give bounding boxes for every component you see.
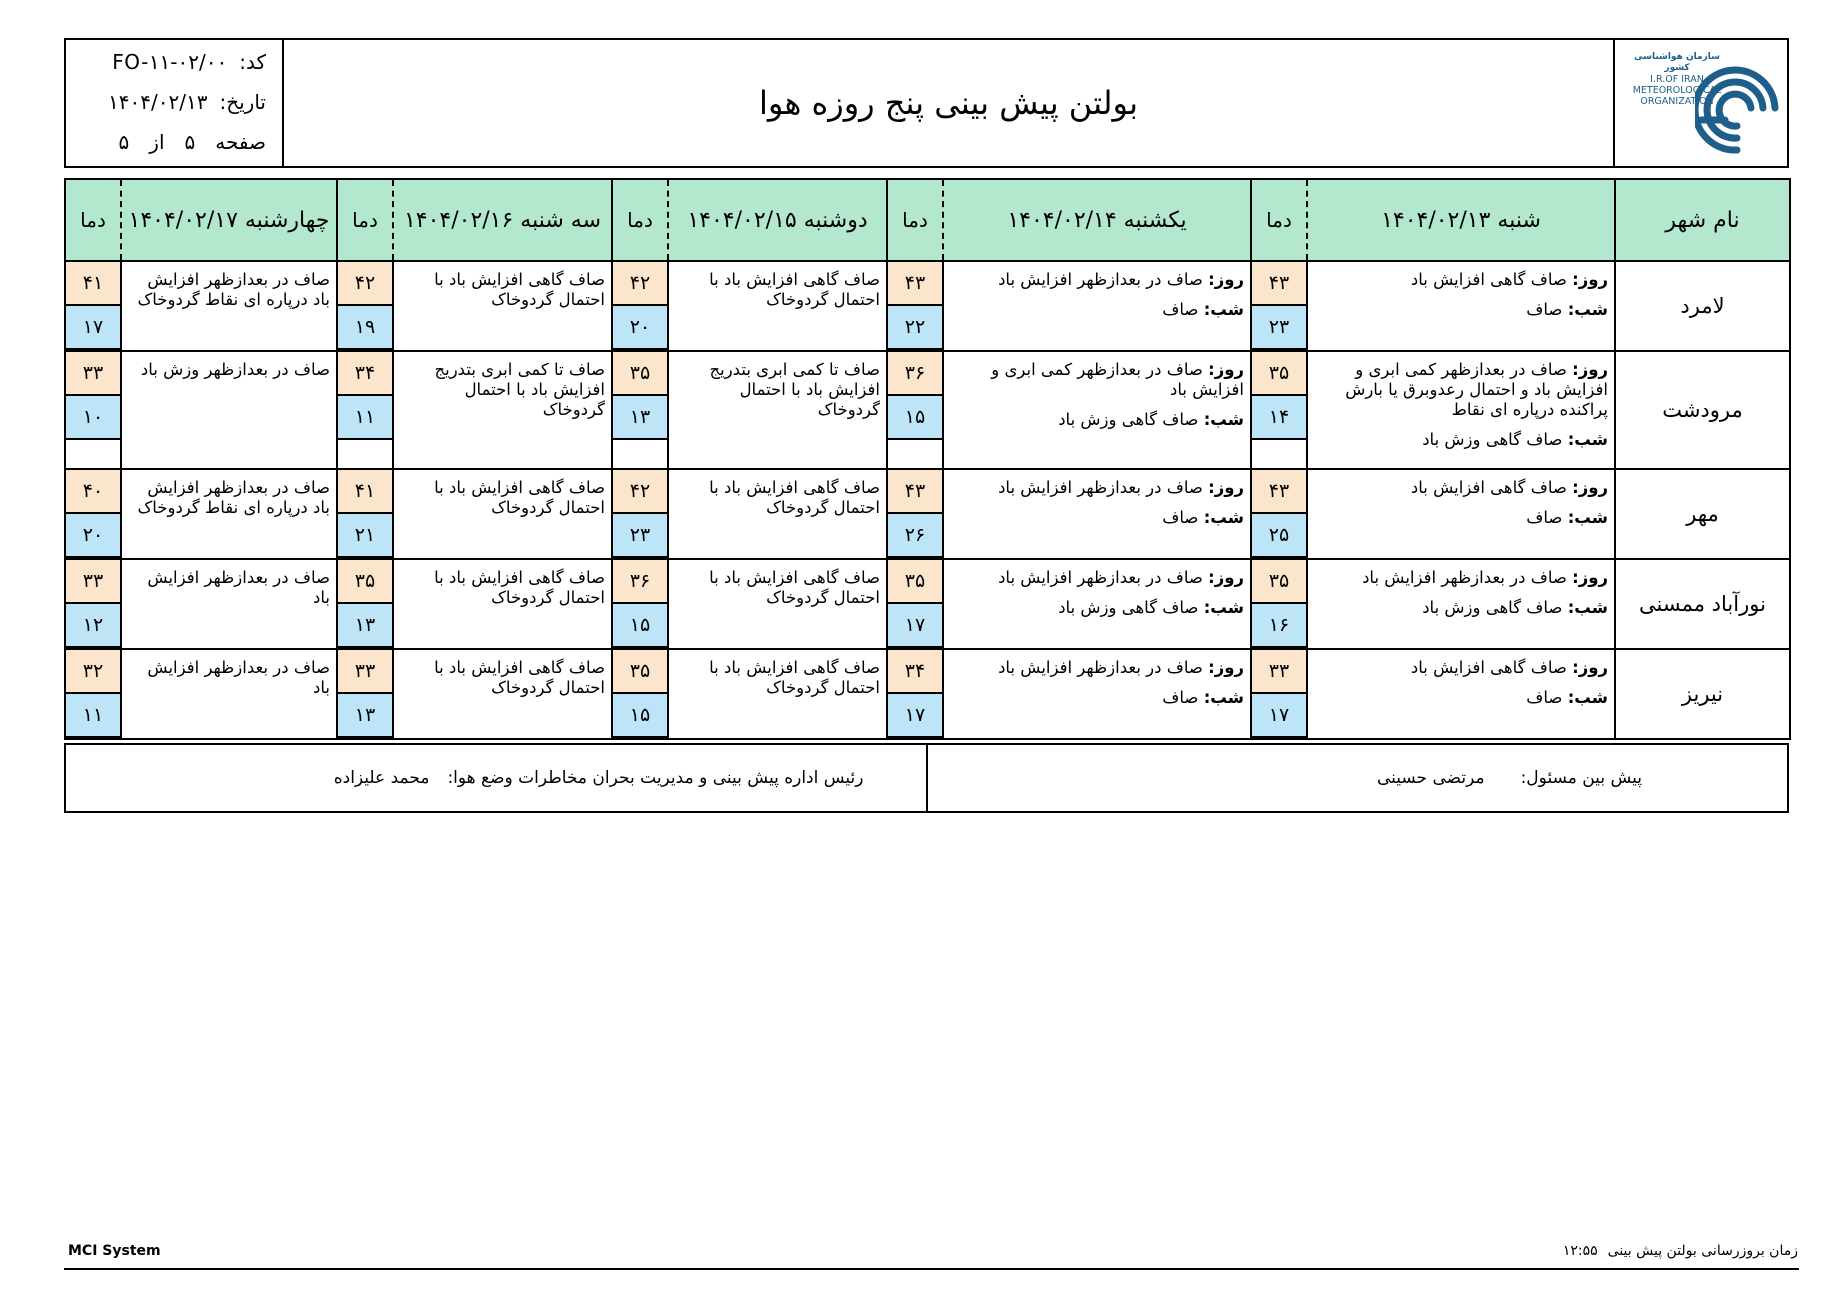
max-temp: ۳۵ bbox=[613, 650, 667, 694]
min-temp: ۲۲ bbox=[888, 306, 942, 350]
forecast-description: صاف گاهی افزایش باد با احتمال گردوخاک bbox=[668, 649, 887, 739]
temperature-cell bbox=[887, 469, 943, 559]
day-label: روز: bbox=[1208, 360, 1244, 379]
forecast-description: صاف گاهی افزایش باد با احتمال گردوخاک bbox=[393, 559, 612, 649]
min-temp: ۱۱ bbox=[338, 396, 392, 440]
day-text: صاف گاهی افزایش باد bbox=[1410, 658, 1567, 677]
day-label: روز: bbox=[1208, 658, 1244, 677]
max-temp: ۳۵ bbox=[888, 560, 942, 604]
min-temp: ۱۷ bbox=[66, 306, 120, 350]
day-header-3: دوشنبه ۱۴۰۴/۰۲/۱۵ bbox=[668, 179, 887, 261]
temp-header: دما bbox=[612, 179, 668, 261]
max-temp: ۴۲ bbox=[613, 262, 667, 306]
date-value: ۱۴۰۴/۰۲/۱۳ bbox=[108, 90, 208, 114]
max-temp: ۳۲ bbox=[66, 650, 120, 694]
city-name: نورآباد ممسنی bbox=[1615, 559, 1790, 649]
logo bbox=[1613, 40, 1787, 166]
logo-text-en2: METEOROLOGICAL bbox=[1632, 85, 1722, 96]
temperature-cell bbox=[1251, 351, 1307, 469]
day-text: صاف در بعدازظهر کمی ابری و افزایش باد bbox=[991, 360, 1244, 399]
day-text: صاف گاهی افزایش باد bbox=[1410, 478, 1567, 497]
day-forecast bbox=[948, 478, 1244, 498]
max-temp: ۳۵ bbox=[338, 560, 392, 604]
temperature-cell bbox=[887, 261, 943, 351]
forecast-description: صاف در بعدازظهر افزایش باد درپاره ای نقاط گردوخاک bbox=[121, 469, 337, 559]
min-temp: ۲۶ bbox=[888, 514, 942, 558]
min-temp: ۱۶ bbox=[1252, 604, 1306, 648]
forecast-description bbox=[1307, 261, 1615, 351]
logo-text-en1: I.R.OF IRAN bbox=[1650, 74, 1704, 85]
code-label: کد: bbox=[239, 50, 266, 74]
update-label: زمان بروزرسانی بولتن پیش بینی bbox=[1607, 1243, 1798, 1259]
temperature-cell bbox=[337, 469, 393, 559]
night-label: شب: bbox=[1567, 300, 1608, 319]
day-header-5: چهارشنبه ۱۴۰۴/۰۲/۱۷ bbox=[121, 179, 337, 261]
forecast-description: صاف در بعدازظهر وزش باد bbox=[121, 351, 337, 469]
forecast-description bbox=[943, 261, 1251, 351]
min-temp: ۱۲ bbox=[66, 604, 120, 648]
temperature-cell bbox=[612, 649, 668, 739]
day-forecast bbox=[1312, 270, 1608, 290]
day-text: صاف در بعدازظهر افزایش باد bbox=[998, 270, 1203, 289]
min-temp: ۲۰ bbox=[613, 306, 667, 350]
day-text: صاف در بعدازظهر کمی ابری و افزایش باد و احتمال رعدوبرق یا بارش پراکنده درپاره ای نقاط bbox=[1345, 360, 1608, 419]
min-temp: ۱۳ bbox=[613, 396, 667, 440]
max-temp: ۳۳ bbox=[66, 560, 120, 604]
night-label: شب: bbox=[1203, 598, 1244, 617]
day-forecast bbox=[948, 360, 1244, 400]
min-temp: ۱۴ bbox=[1252, 396, 1306, 440]
head-label: رئیس اداره پیش بینی و مدیریت بحران مخاطرات وضع هوا: bbox=[447, 768, 864, 788]
temperature-cell bbox=[887, 351, 943, 469]
temperature-cell bbox=[612, 559, 668, 649]
temperature-cell bbox=[65, 261, 121, 351]
forecast-description: صاف گاهی افزایش باد با احتمال گردوخاک bbox=[393, 649, 612, 739]
temperature-cell bbox=[887, 649, 943, 739]
forecaster-section bbox=[926, 745, 1788, 811]
forecast-description bbox=[1307, 649, 1615, 739]
night-label: شب: bbox=[1203, 410, 1244, 429]
max-temp: ۴۳ bbox=[1252, 470, 1306, 514]
min-temp: ۱۷ bbox=[888, 604, 942, 648]
page-label: صفحه bbox=[215, 130, 266, 154]
day-text: صاف در بعدازظهر افزایش باد bbox=[1362, 568, 1567, 587]
spiral-logo-icon bbox=[1695, 50, 1779, 160]
max-temp: ۳۳ bbox=[66, 352, 120, 396]
night-text: صاف bbox=[1526, 688, 1563, 707]
night-text: صاف bbox=[1526, 508, 1563, 527]
min-temp: ۱۷ bbox=[1252, 694, 1306, 738]
city-name: نیریز bbox=[1615, 649, 1790, 739]
max-temp: ۳۵ bbox=[1252, 352, 1306, 396]
logo-text-fa: سازمان هواشناسی کشور bbox=[1633, 52, 1720, 73]
day-label: روز: bbox=[1208, 568, 1244, 587]
night-label: شب: bbox=[1567, 430, 1608, 449]
forecast-description: صاف گاهی افزایش باد با احتمال گردوخاک bbox=[393, 261, 612, 351]
day-text: صاف در بعدازظهر افزایش باد bbox=[998, 658, 1203, 677]
max-temp: ۳۶ bbox=[613, 560, 667, 604]
min-temp: ۲۰ bbox=[66, 514, 120, 558]
day-label: روز: bbox=[1572, 568, 1608, 587]
day-text: صاف در بعدازظهر افزایش باد bbox=[998, 478, 1203, 497]
night-forecast bbox=[1312, 430, 1608, 450]
night-forecast bbox=[948, 508, 1244, 528]
page-title: بولتن پیش بینی پنج روزه هوا bbox=[759, 84, 1138, 122]
min-temp: ۲۵ bbox=[1252, 514, 1306, 558]
min-temp: ۱۵ bbox=[888, 396, 942, 440]
day-forecast bbox=[948, 568, 1244, 588]
page-row bbox=[119, 130, 266, 154]
min-temp: ۱۹ bbox=[338, 306, 392, 350]
temperature-cell bbox=[1251, 469, 1307, 559]
night-text: صاف bbox=[1162, 688, 1199, 707]
table-row bbox=[65, 261, 1790, 351]
signature-box bbox=[64, 743, 1789, 813]
update-time: ۱۲:۵۵ bbox=[1562, 1243, 1598, 1259]
min-temp: ۱۷ bbox=[888, 694, 942, 738]
page-of: از bbox=[149, 130, 165, 154]
night-label: شب: bbox=[1203, 508, 1244, 527]
day-label: روز: bbox=[1572, 360, 1608, 379]
table-row bbox=[65, 351, 1790, 469]
night-text: صاف گاهی وزش باد bbox=[1422, 598, 1563, 617]
night-label: شب: bbox=[1567, 688, 1608, 707]
night-text: صاف bbox=[1162, 300, 1199, 319]
max-temp: ۳۴ bbox=[888, 650, 942, 694]
temperature-cell bbox=[612, 351, 668, 469]
night-label: شب: bbox=[1203, 300, 1244, 319]
night-forecast bbox=[1312, 508, 1608, 528]
city-name: لامرد bbox=[1615, 261, 1790, 351]
day-label: روز: bbox=[1572, 478, 1608, 497]
min-temp: ۱۳ bbox=[338, 694, 392, 738]
day-forecast bbox=[948, 658, 1244, 678]
min-temp: ۱۵ bbox=[613, 604, 667, 648]
page-total: ۵ bbox=[118, 130, 130, 154]
forecast-description: صاف گاهی افزایش باد با احتمال گردوخاک bbox=[668, 469, 887, 559]
night-label: شب: bbox=[1567, 598, 1608, 617]
temperature-cell bbox=[1251, 559, 1307, 649]
system-name: MCI System bbox=[68, 1243, 161, 1259]
night-text: صاف گاهی وزش باد bbox=[1058, 410, 1199, 429]
max-temp: ۳۵ bbox=[1252, 560, 1306, 604]
forecaster-name: مرتضی حسینی bbox=[1376, 768, 1485, 788]
night-text: صاف گاهی وزش باد bbox=[1422, 430, 1563, 449]
bulletin-header bbox=[64, 38, 1789, 168]
min-temp: ۲۳ bbox=[613, 514, 667, 558]
night-forecast bbox=[948, 410, 1244, 430]
max-temp: ۴۲ bbox=[613, 470, 667, 514]
temperature-cell bbox=[65, 351, 121, 469]
max-temp: ۴۳ bbox=[888, 470, 942, 514]
temp-header: دما bbox=[337, 179, 393, 261]
update-time-row bbox=[1563, 1243, 1798, 1259]
forecast-description: صاف در بعدازظهر افزایش باد درپاره ای نقاط گردوخاک bbox=[121, 261, 337, 351]
day-label: روز: bbox=[1208, 270, 1244, 289]
day-label: روز: bbox=[1572, 270, 1608, 289]
temperature-cell bbox=[65, 559, 121, 649]
day-text: صاف گاهی افزایش باد bbox=[1410, 270, 1567, 289]
temperature-cell bbox=[612, 261, 668, 351]
night-forecast bbox=[948, 688, 1244, 708]
day-header-1: شنبه ۱۴۰۴/۰۲/۱۳ bbox=[1307, 179, 1615, 261]
forecast-description: صاف در بعدازظهر افزایش باد bbox=[121, 649, 337, 739]
date-row bbox=[108, 90, 266, 114]
temperature-cell bbox=[337, 351, 393, 469]
day-header-2: یکشنبه ۱۴۰۴/۰۲/۱۴ bbox=[943, 179, 1251, 261]
temperature-cell bbox=[65, 649, 121, 739]
day-header-4: سه شنبه ۱۴۰۴/۰۲/۱۶ bbox=[393, 179, 612, 261]
forecast-description bbox=[943, 559, 1251, 649]
night-forecast bbox=[948, 300, 1244, 320]
city-name: مهر bbox=[1615, 469, 1790, 559]
min-temp: ۱۱ bbox=[66, 694, 120, 738]
forecast-description: صاف در بعدازظهر افزایش باد bbox=[121, 559, 337, 649]
night-forecast bbox=[1312, 300, 1608, 320]
document-info bbox=[66, 40, 284, 166]
max-temp: ۴۰ bbox=[66, 470, 120, 514]
max-temp: ۴۳ bbox=[1252, 262, 1306, 306]
night-text: صاف گاهی وزش باد bbox=[1058, 598, 1199, 617]
footer-divider bbox=[64, 1268, 1799, 1270]
forecast-description: صاف گاهی افزایش باد با احتمال گردوخاک bbox=[393, 469, 612, 559]
night-forecast bbox=[1312, 688, 1608, 708]
forecaster-label: پیش بین مسئول: bbox=[1520, 768, 1642, 788]
temp-header: دما bbox=[65, 179, 121, 261]
forecast-description: صاف گاهی افزایش باد با احتمال گردوخاک bbox=[668, 559, 887, 649]
city-header: نام شهر bbox=[1615, 179, 1790, 261]
forecast-description bbox=[1307, 559, 1615, 649]
forecast-description bbox=[943, 469, 1251, 559]
day-label: روز: bbox=[1572, 658, 1608, 677]
forecast-description: صاف تا کمی ابری بتدریج افزایش باد با احتمال گردوخاک bbox=[393, 351, 612, 469]
temp-header: دما bbox=[1251, 179, 1307, 261]
forecast-description: صاف تا کمی ابری بتدریج افزایش باد با احتمال گردوخاک bbox=[668, 351, 887, 469]
day-text: صاف در بعدازظهر افزایش باد bbox=[998, 568, 1203, 587]
day-forecast bbox=[1312, 658, 1608, 678]
forecast-description bbox=[943, 351, 1251, 469]
temperature-cell bbox=[337, 649, 393, 739]
temperature-cell bbox=[1251, 649, 1307, 739]
code-value: FO-۱۱-۰۲/۰۰ bbox=[112, 50, 228, 74]
max-temp: ۴۲ bbox=[338, 262, 392, 306]
max-temp: ۳۴ bbox=[338, 352, 392, 396]
temperature-cell bbox=[887, 559, 943, 649]
max-temp: ۳۶ bbox=[888, 352, 942, 396]
table-row bbox=[65, 469, 1790, 559]
day-forecast bbox=[948, 270, 1244, 290]
min-temp: ۱۰ bbox=[66, 396, 120, 440]
logo-text-en3: ORGANIZATION bbox=[1640, 96, 1714, 107]
date-label: تاریخ: bbox=[219, 90, 266, 114]
max-temp: ۴۱ bbox=[66, 262, 120, 306]
forecast-description bbox=[1307, 351, 1615, 469]
max-temp: ۴۱ bbox=[338, 470, 392, 514]
code-row bbox=[112, 50, 266, 74]
min-temp: ۲۱ bbox=[338, 514, 392, 558]
city-name: مرودشت bbox=[1615, 351, 1790, 469]
night-label: شب: bbox=[1567, 508, 1608, 527]
min-temp: ۱۵ bbox=[613, 694, 667, 738]
night-text: صاف bbox=[1526, 300, 1563, 319]
night-text: صاف bbox=[1162, 508, 1199, 527]
max-temp: ۴۳ bbox=[888, 262, 942, 306]
forecast-description bbox=[943, 649, 1251, 739]
temperature-cell bbox=[1251, 261, 1307, 351]
night-label: شب: bbox=[1203, 688, 1244, 707]
table-row bbox=[65, 559, 1790, 649]
day-forecast bbox=[1312, 360, 1608, 420]
day-label: روز: bbox=[1208, 478, 1244, 497]
max-temp: ۳۳ bbox=[338, 650, 392, 694]
temperature-cell bbox=[65, 469, 121, 559]
table-header-row bbox=[65, 179, 1790, 261]
temperature-cell bbox=[337, 559, 393, 649]
day-forecast bbox=[1312, 478, 1608, 498]
night-forecast bbox=[948, 598, 1244, 618]
page-current: ۵ bbox=[184, 130, 196, 154]
max-temp: ۳۵ bbox=[613, 352, 667, 396]
forecast-description bbox=[1307, 469, 1615, 559]
min-temp: ۲۳ bbox=[1252, 306, 1306, 350]
temperature-cell bbox=[337, 261, 393, 351]
temp-header: دما bbox=[887, 179, 943, 261]
forecast-description: صاف گاهی افزایش باد با احتمال گردوخاک bbox=[668, 261, 887, 351]
day-forecast bbox=[1312, 568, 1608, 588]
night-forecast bbox=[1312, 598, 1608, 618]
max-temp: ۳۳ bbox=[1252, 650, 1306, 694]
min-temp: ۱۳ bbox=[338, 604, 392, 648]
table-row bbox=[65, 649, 1790, 739]
temperature-cell bbox=[612, 469, 668, 559]
head-name: محمد علیزاده bbox=[333, 768, 430, 788]
forecast-table bbox=[64, 178, 1791, 740]
head-section bbox=[66, 745, 926, 811]
